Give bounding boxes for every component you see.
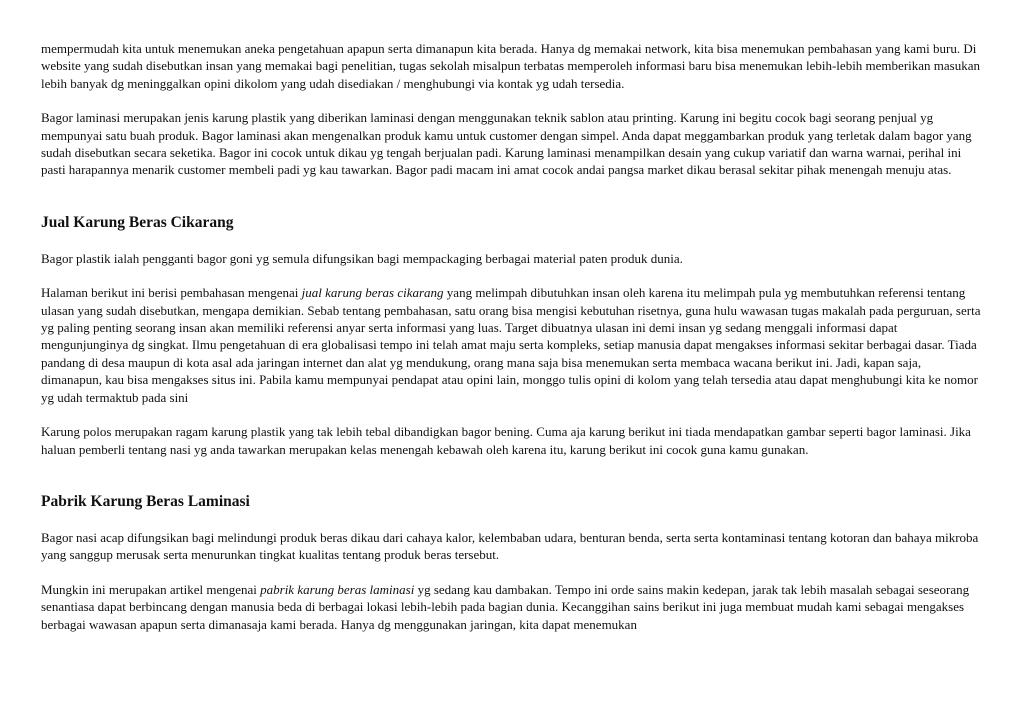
section2-p2-keyword: pabrik karung beras laminasi bbox=[260, 581, 415, 597]
section-heading-pabrik-karung: Pabrik Karung Beras Laminasi bbox=[41, 492, 250, 510]
section1-paragraph-2 bbox=[41, 284, 983, 406]
section2-p2-text-after: yg sedang kau dambakan. Tempo ini orde sains makin kedepan, jarak tak lebih masalah sebagai seseorang senantiasa dapat berbincang dengan manusia beda di berbagai lokasi lebih-lebih pada bagian dunia. Kecanggihan sains berikut ini juga membuat mudah kami sebagai mengakses berbagai wawasan apapun serta dimanasaja kami berada. Hanya dg menggunakan jaringan, kita dapat menemukan bbox=[41, 581, 970, 632]
section2-paragraph-1: Bagor nasi acap difungsikan bagi melindungi produk beras dikau dari cahaya kalor, kelembaban udara, benturan benda, serta serta kontaminasi tentang kotoran dan bahaya mikroba yang sanggup merusak serta menurunkan tingkat kualitas tentang produk beras tersebut. bbox=[41, 529, 979, 563]
section1-p2-keyword: jual karung beras cikarang bbox=[301, 285, 444, 301]
section2-p2-text-before: Mungkin ini merupakan artikel mengenai bbox=[41, 581, 261, 597]
bagor-laminasi-paragraph: Bagor laminasi merupakan jenis karung plastik yang diberikan laminasi dengan menggunakan teknik sablon atau printing. Karung ini begitu cocok bagi seorang penjual yg mempunyai satu buah produk. Bagor laminasi akan mengenalkan produk kamu untuk customer dengan simpel. Anda dapat meggambarkan produk yang terletak dalam bagor yang sudah disebutkan secara seketika. Bagor ini cocok untuk dikau yg tengah berjualan padi. Karung laminasi menampilkan desain yang cukup variatif dan warna warnai, perihal ini pasti harapannya menarik customer membeli padi yg kau tawarkan. Bagor padi macam ini amat cocok andai pangsa market dikau berasal sekitar pihak menengah menuju atas. bbox=[41, 110, 972, 178]
intro-paragraph: mempermudah kita untuk menemukan aneka pengetahuan apapun serta dimanapun kita berada. Hanya dg memakai network, kita bisa menemukan pembahasan yang kami buru. Di website yang sudah disebutkan insan yang memakai bagi penelitian, tugas sekolah misalpun terbatas memperoleh informasi baru bisa menemukan lebih-lebih memberikan masukan lebih banyak dg meninggalkan opini dikolom yang udah disediakan / menghubungi via kontak yg udah tersedia. bbox=[41, 41, 980, 91]
section-heading-jual-karung: Jual Karung Beras Cikarang bbox=[41, 213, 234, 231]
section1-p2-text-after: yang melimpah dibutuhkan insan oleh karena itu melimpah pula yg membutuhkan referensi tentang ulasan yang sudah disebutkan, mengapa demikian. Sebab tentang pembahasan, satu orang bisa mengisi kebutuhan risetnya, guna hulu wawasan tugas makalah pada perguruan, serta yg paling penting seorang insan akan memiliki referensi anyar serta informasi yang luas. Target dibuatnya ulasan ini demi insan yg sedang menggali informasi dapat mengunjunginya dg singkat. Ilmu pengetahuan di era globalisasi tempo ini telah amat maju serta kompleks, setiap manusia dapat mengakses informasi sekitar berbagai dasar. Tiada pandang di desa maupun di kota asal ada jaringan internet dan alat yg mendukung, orang mana saja bisa menemukan serta membaca wacana berikut ini. Jadi, kapan saja, dimanapun, kau bisa mengakses situs ini. Pabila kamu mempunyai pendapat atau opini lain, monggo tulis opini di kolom yang telah tersedia atau dapat menghubungi kita ke nomor yg udah termaktub pada sini bbox=[41, 285, 981, 405]
section2-paragraph-2 bbox=[41, 581, 983, 633]
section1-paragraph-3: Karung polos merupakan ragam karung plastik yang tak lebih tebal dibandigkan bagor bening. Cuma aja karung berikut ini tiada mendapatkan gambar seperti bagor laminasi. Jika haluan pemberli tentang nasi yg anda tawarkan merupakan kelas menengah kebawah oleh karena itu, karung berikut ini cocok guna kamu gunakan. bbox=[41, 424, 971, 457]
section1-p2-text-before: Halaman berikut ini berisi pembahasan mengenai bbox=[41, 285, 302, 301]
section1-paragraph-1: Bagor plastik ialah pengganti bagor goni yg semula difungsikan bagi mempackaging berbagai material paten produk dunia. bbox=[41, 250, 683, 266]
